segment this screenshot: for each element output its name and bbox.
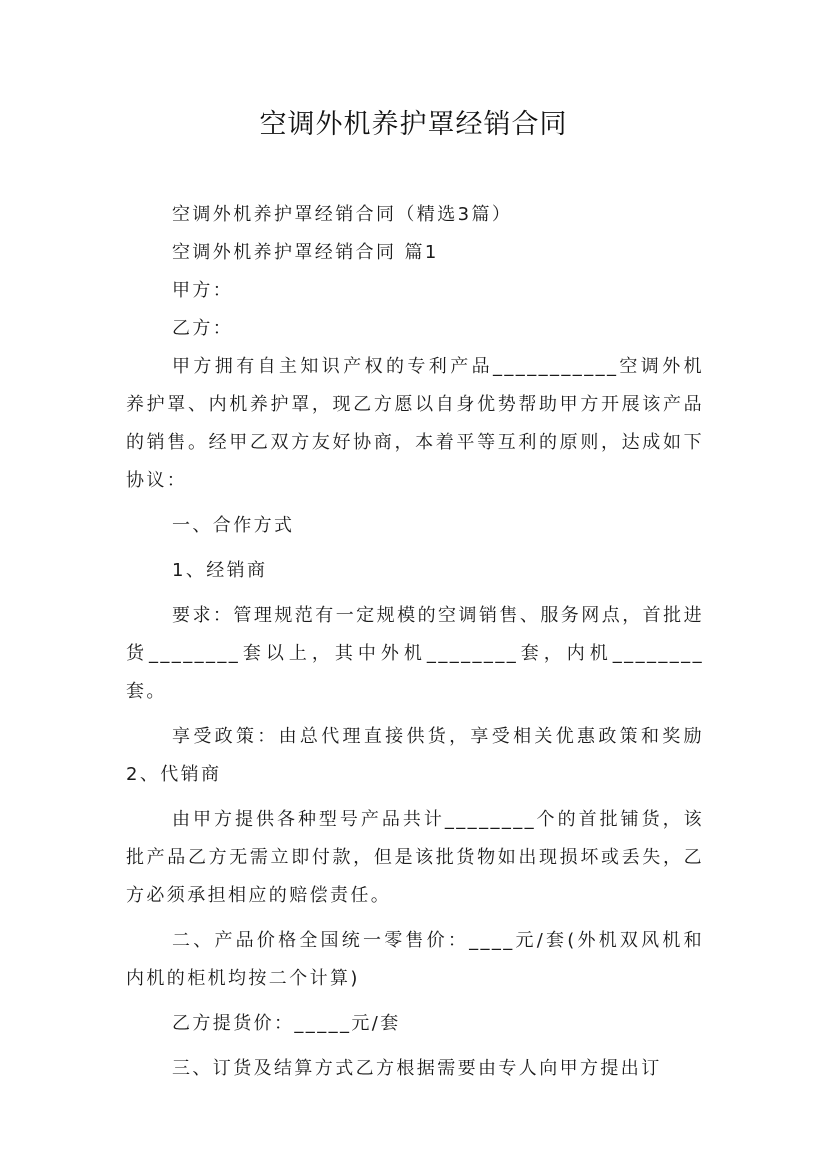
paragraph-section-heading: 空调外机养护罩经销合同 篇1 [172,242,439,263]
paragraph-party-b: 乙方： [172,318,234,339]
paragraph-subtitle: 空调外机养护罩经销合同（精选3篇） [172,204,513,225]
paragraph-consignment: 由甲方提供各种型号产品共计________个的首批铺货，该批产品乙方无需立即付款，但是该批货物如出现损坏或丢失，乙方必须承担相应的赔偿责任。 [126,809,704,906]
paragraph-preamble: 甲方拥有自主知识产权的专利产品___________空调外机养护罩、内机养护罩，现乙方愿以自身优势帮助甲方开展该产品的销售。经甲乙双方友好协商，本着平等互利的原则，达成如下协议： [126,356,704,491]
paragraph-pickup-price: 乙方提货价：_____元/套 [172,1013,401,1034]
paragraph-party-a: 甲方： [172,280,234,301]
paragraph-cooperation-heading: 一、合作方式 [172,515,295,536]
paragraph-price: 二、产品价格全国统一零售价：____元/套(外机双风机和内机的柜机均按二个计算) [126,930,704,989]
paragraph-distributor-requirements: 要求：管理规范有一定规模的空调销售、服务网点，首批进货________套以上，其中外机________套，内机________套。 [126,605,704,702]
paragraph-ordering: 三、订货及结算方式乙方根据需要由专人向甲方提出订 [172,1058,662,1079]
document-body [126,196,704,1088]
paragraph-policy: 享受政策：由总代理直接供货，享受相关优惠政策和奖励2、代销商 [126,726,704,785]
paragraph-distributor-heading: 1、经销商 [172,560,268,581]
document-title: 空调外机养护罩经销合同 [259,109,568,140]
